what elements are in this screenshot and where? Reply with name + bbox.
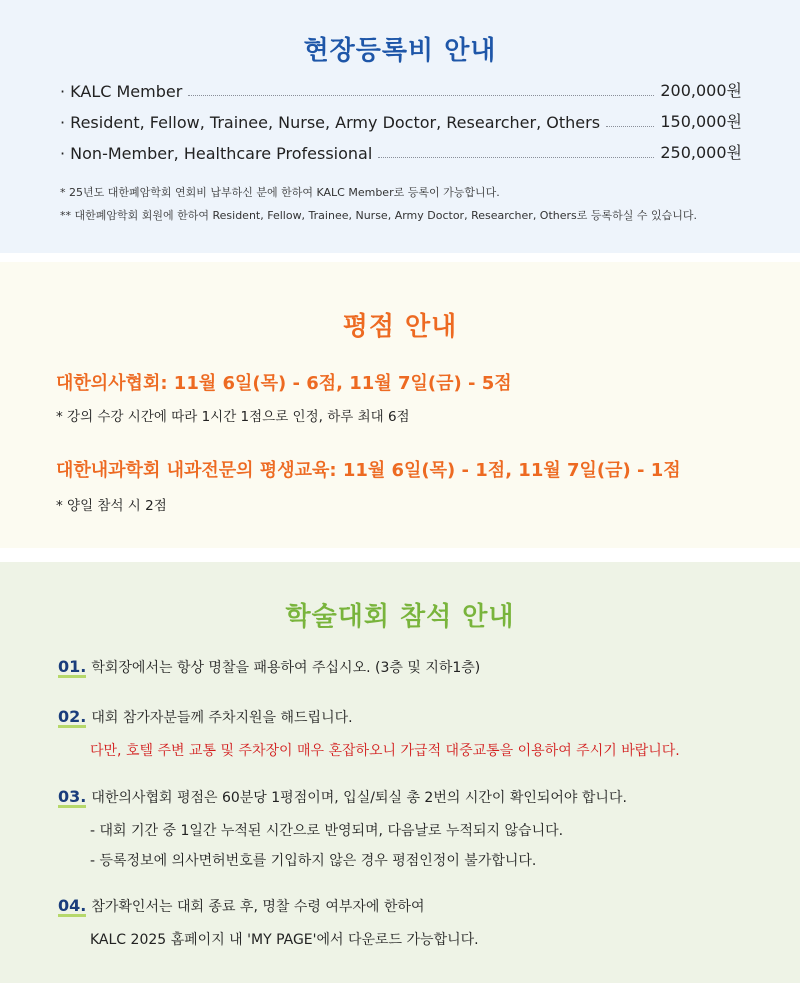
- fee-row-resident: [60, 110, 742, 132]
- dot-leader: [606, 126, 654, 127]
- attend-item-02-warning: 다만, 호텔 주변 교통 및 주차장이 매우 혼잡하오니 가급적 대중교통을 이용하여 주시기 바랍니다.: [90, 743, 680, 759]
- item-number: 04.: [58, 896, 87, 915]
- fee-title: 현장등록비 안내: [303, 36, 497, 66]
- attend-title: 학술대회 참석 안내: [285, 602, 515, 632]
- score-note-kaim: * 양일 참석 시 2점: [56, 498, 167, 514]
- item-number: 03.: [58, 787, 87, 806]
- dot-leader: [188, 95, 654, 96]
- item-text: 참가확인서는 대회 종료 후, 명찰 수령 여부자에 한하여: [91, 899, 425, 915]
- fee-note-2: ** 대한폐암학회 회원에 한하여 Resident, Fellow, Trainee, Nurse, Army Doctor, Researcher, Others로 등록하실 수 있습니다.: [60, 209, 698, 222]
- score-note-kma: * 강의 수강 시간에 따라 1시간 1점으로 인정, 하루 최대 6점: [56, 409, 410, 425]
- fee-label: · Resident, Fellow, Trainee, Nurse, Army Doctor, Researcher, Others: [60, 113, 601, 132]
- score-title: 평점 안내: [342, 312, 458, 342]
- attend-item-04: [58, 896, 424, 917]
- attend-item-01: [58, 657, 480, 678]
- attend-item-03: [58, 787, 627, 808]
- fee-row-non-member: [60, 141, 742, 163]
- credit-score-section: [0, 262, 800, 548]
- attend-item-03-sub-1: - 대회 기간 중 1일간 누적된 시간으로 반영되며, 다음날로 누적되지 않습니다.: [90, 823, 564, 839]
- item-text: 대한의사협회 평점은 60분당 1평점이며, 입실/퇴실 총 2번의 시간이 확인되어야 합니다.: [91, 790, 627, 806]
- attend-item-04-sub-1: KALC 2025 홈페이지 내 'MY PAGE'에서 다운로드 가능합니다.: [90, 932, 479, 948]
- item-number: 01.: [58, 657, 87, 676]
- fee-price: 200,000원: [660, 81, 742, 100]
- attendance-info-section: [0, 562, 800, 983]
- dot-leader: [378, 157, 654, 158]
- item-text: 학회장에서는 항상 명찰을 패용하여 주십시오. (3층 및 지하1층): [91, 660, 481, 676]
- score-heading-kma: 대한의사협회: 11월 6일(목) - 6점, 11월 7일(금) - 5점: [56, 373, 512, 394]
- score-heading-kaim: 대한내과학회 내과전문의 평생교육: 11월 6일(목) - 1점, 11월 7일(금) - 1점: [56, 460, 681, 481]
- fee-row-member: [60, 79, 742, 101]
- fee-price: 150,000원: [660, 112, 742, 131]
- attend-item-02: [58, 707, 353, 728]
- item-number: 02.: [58, 707, 87, 726]
- registration-fee-section: [0, 0, 800, 253]
- fee-price: 250,000원: [660, 143, 742, 162]
- item-text: 대회 참가자분들께 주차지원을 해드립니다.: [91, 710, 353, 726]
- fee-label: · Non-Member, Healthcare Professional: [60, 144, 373, 163]
- attend-item-03-sub-2: - 등록정보에 의사면허번호를 기입하지 않은 경우 평점인정이 불가합니다.: [90, 853, 537, 869]
- fee-note-1: * 25년도 대한폐암학회 연회비 납부하신 분에 한하여 KALC Member로 등록이 가능합니다.: [60, 186, 500, 199]
- fee-label: · KALC Member: [60, 82, 183, 101]
